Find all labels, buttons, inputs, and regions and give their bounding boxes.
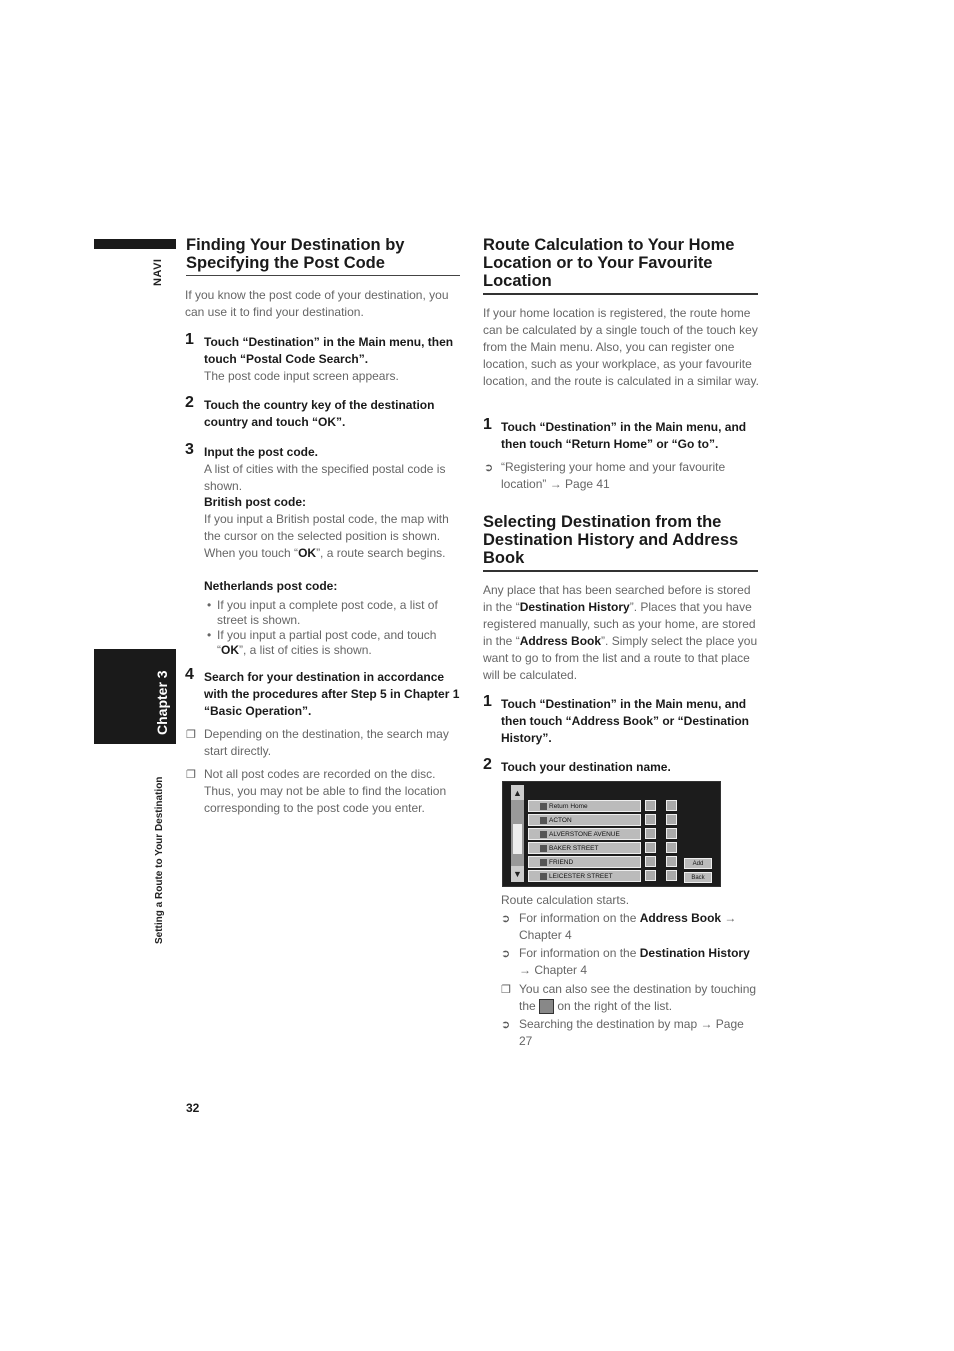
edit-icon (645, 800, 656, 811)
post-code-heading: Finding Your Destination by Specifying the Post Code (186, 236, 460, 276)
post-code-intro: If you know the post code of your destination, you can use it to find your destination. (185, 288, 449, 319)
map-icon (666, 800, 677, 811)
reference-home-link[interactable]: “Registering your home and your favourite location” → Page 41 (501, 460, 726, 491)
list-item: FRIEND (528, 856, 641, 868)
map-icon (666, 856, 677, 867)
step-3-text: Input the post code. (204, 445, 318, 459)
step-number: 1 (483, 416, 492, 433)
step-3-note: A list of cities with the specified postal code is shown. (204, 462, 446, 493)
note-1: Depending on the destination, the search may start directly. (204, 727, 449, 758)
map-icon (666, 828, 677, 839)
reference-arrow-icon: ➲ (501, 913, 511, 925)
edit-icon (645, 870, 656, 881)
reference-search-by-map[interactable]: Searching the destination by map → Page 27 (519, 1017, 744, 1048)
page-number: 32 (186, 1101, 200, 1115)
reference-arrow-icon: ➲ (501, 948, 511, 960)
step-number: 4 (185, 666, 194, 683)
route-home-heading: Route Calculation to Your Home Location or to Your Favourite Location (483, 236, 758, 295)
edit-icon (645, 856, 656, 867)
navi-tab: NAVI (152, 258, 164, 286)
chapter-tab (94, 649, 176, 744)
map-icon (666, 870, 677, 881)
step-number: 2 (185, 394, 194, 411)
map-icon (666, 814, 677, 825)
list-item: LEICESTER STREET (528, 870, 641, 882)
checkbox-icon: ❐ (186, 769, 196, 781)
checkbox-icon: ❐ (186, 729, 196, 741)
edit-icon (645, 842, 656, 853)
route-home-step-1: Touch “Destination” in the Main menu, and then touch “Return Home” or “Go to”. (501, 420, 747, 451)
step-number: 1 (483, 693, 492, 710)
british-heading: British post code: (204, 495, 307, 509)
list-item: ALVERSTONE AVENUE (528, 828, 641, 840)
step-number: 3 (185, 441, 194, 458)
list-item: Return Home (528, 800, 641, 812)
list-item: • If you input a partial post code, and touch “OK”, a list of cities is shown. (207, 628, 437, 657)
destination-history-heading: Selecting Destination from the Destination History and Address Book (483, 513, 758, 572)
step-1-note: The post code input screen appears. (204, 369, 399, 383)
back-button: Back (684, 872, 712, 883)
step-1-text: Touch “Destination” in the Main menu, then touch “Postal Code Search”. (204, 335, 454, 366)
destination-list-screenshot (502, 781, 721, 887)
list-item: BAKER STREET (528, 842, 641, 854)
note-2: Not all post codes are recorded on the disc. Thus, you may not be able to find the location corresponding to the post code you enter. (204, 767, 447, 815)
step-2-text: Touch the country key of the destination country and touch “OK”. (204, 398, 435, 429)
route-calc-text: Route calculation starts. (501, 893, 630, 907)
reference-arrow-icon: ➲ (501, 1019, 511, 1031)
history-step-1: Touch “Destination” in the Main menu, and then touch “Address Book” or “Destination History”. (501, 697, 750, 745)
reference-arrow-icon: ➲ (484, 462, 494, 474)
map-icon (539, 999, 554, 1014)
scroll-thumb (513, 824, 522, 854)
list-item: ACTON (528, 814, 641, 826)
netherlands-heading: Netherlands post code: (204, 579, 338, 593)
scroll-up-icon: ▲ (511, 785, 524, 801)
history-step-2: Touch your destination name. (501, 760, 671, 774)
destination-history-intro: Any place that has been searched before is stored in the “Destination History”. Places that you have registered manually, such as your home, are stored in the “Address Book”. Simply select the place you want to go to from the list and a route to that place will be calculated. (483, 583, 758, 682)
step-number: 2 (483, 756, 492, 773)
reference-destination-history[interactable]: For information on the Destination History → Chapter 4 (519, 946, 750, 977)
add-button: Add (684, 858, 712, 869)
step-number: 1 (185, 331, 194, 348)
list-item: • If you input a complete post code, a list of street is shown. (207, 598, 438, 627)
scroll-down-icon: ▼ (511, 866, 524, 882)
checkbox-icon: ❐ (501, 984, 511, 996)
note-map-icon: You can also see the destination by touching the on the right of the list. (519, 982, 757, 1013)
header-bar (94, 239, 176, 249)
edit-icon (645, 828, 656, 839)
british-text: If you input a British postal code, the map with the cursor on the selected position is shown. When you touch “OK”, a route search begins. (204, 512, 449, 560)
chapter-label: Chapter 3 (154, 670, 170, 735)
map-icon (666, 842, 677, 853)
step-4-text: Search for your destination in accordance with the procedures after Step 5 in Chapter 1 “Basic Operation”. (204, 670, 460, 718)
reference-address-book[interactable]: For information on the Address Book → Chapter 4 (519, 911, 737, 942)
edit-icon (645, 814, 656, 825)
route-home-intro: If your home location is registered, the route home can be calculated by a single touch of the touch key from the Main menu. Also, you can register one location, such as your workplace, as your favourite location, and the route is calculated in a similar way. (483, 306, 759, 388)
